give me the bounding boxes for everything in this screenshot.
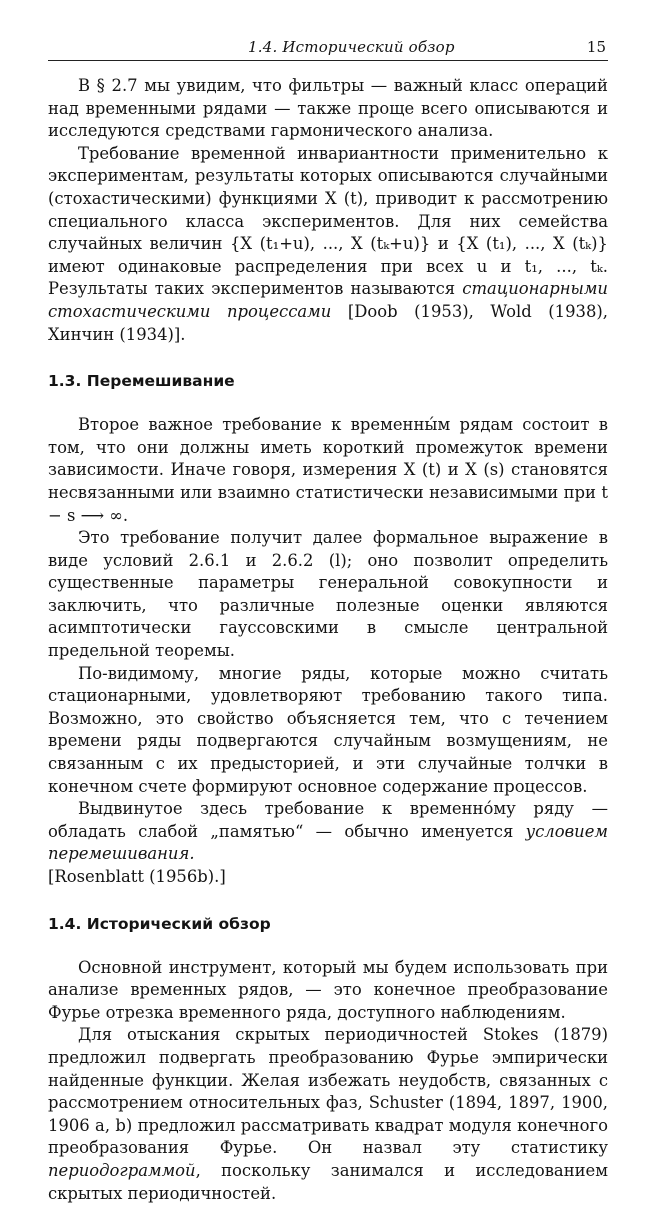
term-periodogram: периодограммой — [48, 1160, 196, 1180]
page-number: 15 — [586, 38, 606, 56]
page-content — [48, 30, 608, 1205]
paragraph-stationarity — [48, 143, 608, 346]
running-title: 1.4. Исторический обзор — [248, 38, 455, 56]
paragraph-stationarity-text: Требование временной инвариантности применительно к экспериментам, результаты которых описываются случайными (стохастическими) функциями X (t), приводит к рассмотрению специального класса экспериментов. Для них семейства случайных величин {X (t₁+u), ..., X (tₖ+u)} и {X (t₁), ..., X (tₖ)} имеют одинаковые распределения при всех u и t₁, ..., tₖ. Результаты таких экспериментов называются — [48, 143, 608, 299]
term-mixing-condition: условием перемешивания. — [48, 821, 608, 864]
term-stationary-processes: стационарными стохастическими процессами — [48, 279, 608, 321]
paragraph-filters: В § 2.7 мы увидим, что фильтры — важный класс операций над временными рядами — также проще всего описываются и исследуются средствами гармонического анализа. — [48, 76, 608, 141]
page-header — [48, 30, 608, 61]
paragraph-mixing-1: Второе важное требование к временны́м рядам состоит в том, что они должны иметь короткий промежуток времени зависимости. Иначе говоря, измерения X (t) и X (s) становятся несвязанными или взаимно статистически независимыми при t − s ⟶ ∞. — [48, 415, 608, 525]
paragraph-mixing-reference: [Rosenblatt (1956b).] — [48, 867, 226, 886]
paragraph-history-1: Основной инструмент, который мы будем использовать при анализе временных рядов, — это конечное преобразование Фурье отрезка временного ряда, доступного наблюдениям. — [48, 957, 608, 1022]
paragraph-history-2 — [48, 1024, 608, 1205]
paragraph-mixing-4 — [48, 798, 608, 866]
paragraph-history-2-end: , поскольку занимался и исследованием скрытых периодичностей. — [48, 1160, 608, 1203]
paragraph-stationarity-refs: [Doob (1953), Wold (1938), Хинчин (1934)]. — [48, 301, 608, 344]
paragraph-mixing-3: По-видимому, многие ряды, которые можно считать стационарными, удовлетворяют требованию такого типа. Возможно, это свойство объясняется тем, что с течением времени ряды подвергаются случайным возмущениям, не связанным с их предысторией, и эти случайные толчки в конечном счете формируют основное содержание процессов. — [48, 663, 608, 796]
paragraph-history-2-text: Для отыскания скрытых периодичностей Stokes (1879) предложил подвергать преобразованию Фурье эмпирически найденные функции. Желая избежать неудобств, связанных с рассмотрением относительных фаз, Schuster (1894, 1897, 1900, 1906 a, b) предложил рассматривать квадрат модуля конечного преобразования Фурье. Он назвал эту статистику — [48, 1025, 608, 1158]
paragraph-mixing-2: Это требование получит далее формальное выражение в виде условий 2.6.1 и 2.6.2 (l); оно позволит определить существенные параметры генеральной совокупности и заключить, что различные полезные оценки являются асимптотически гауссовскими в смысле центральной предельной теоремы. — [48, 528, 608, 661]
paragraph-mixing-4-text: Выдвинутое здесь требование к временно́му ряду — обладать слабой „памятью“ — обычно именуется — [48, 799, 608, 841]
section-heading-history: 1.4. Исторический обзор — [48, 914, 271, 933]
section-heading-mixing: 1.3. Перемешивание — [48, 372, 235, 391]
body-text — [48, 75, 608, 1205]
